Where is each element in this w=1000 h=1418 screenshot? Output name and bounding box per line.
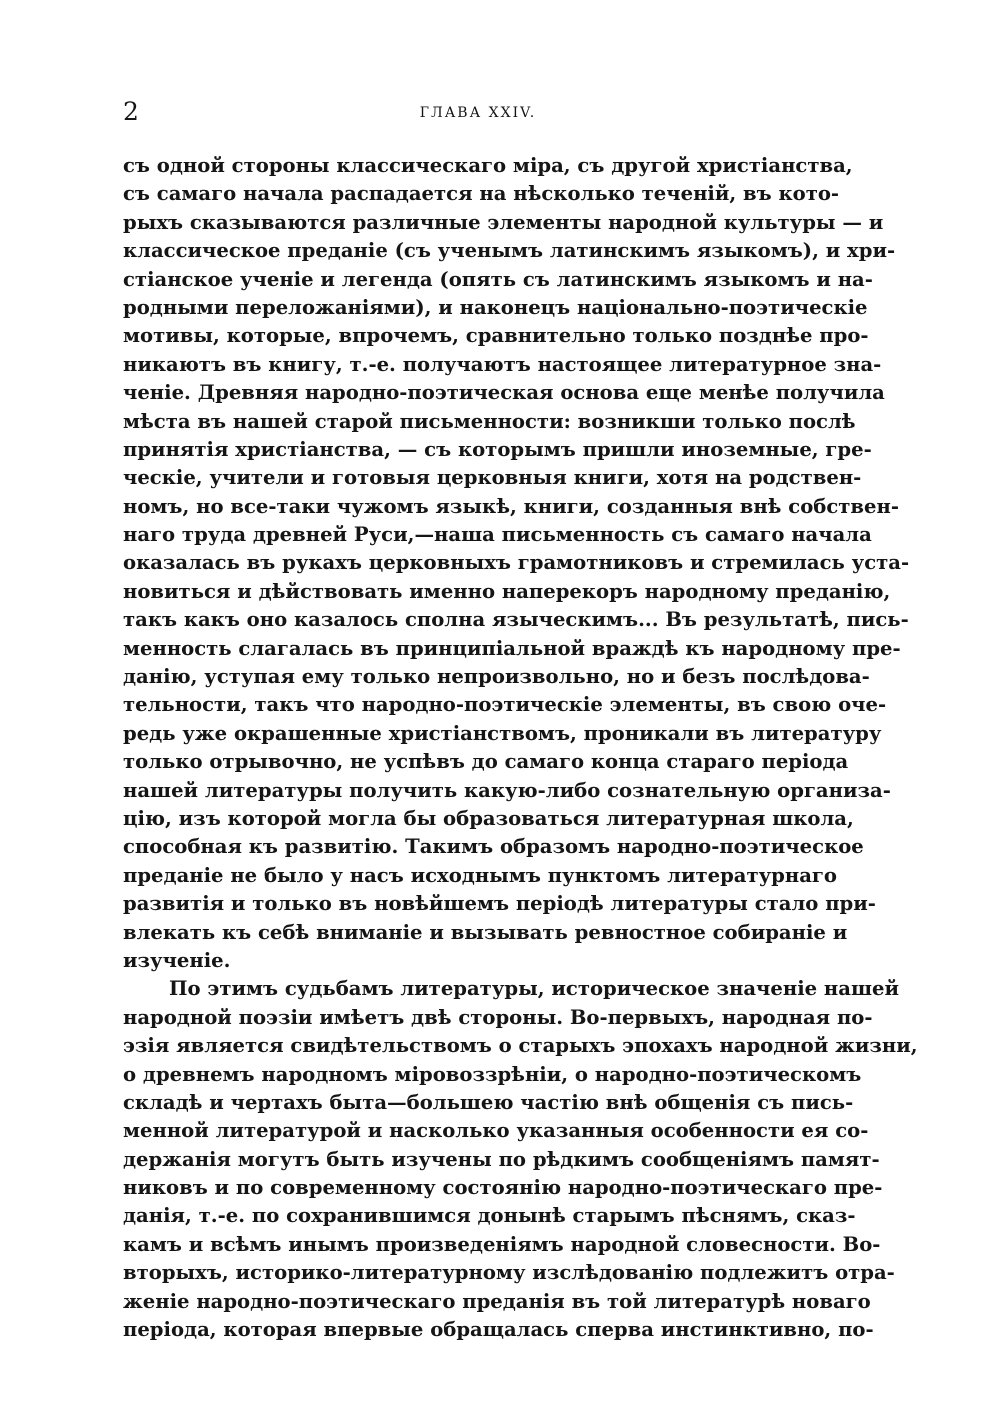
text-line: тельности, такъ что народно-поэтическіе элементы, въ свою оче- (123, 693, 887, 717)
text-line: номъ, но все-таки чужомъ языкѣ, книги, созданныя внѣ собствен- (123, 494, 899, 518)
text-line: рыхъ сказываются различные элементы народной культуры — и (123, 210, 884, 234)
page-number: 2 (123, 97, 139, 126)
body-text (123, 152, 918, 1344)
text-line: мотивы, которые, впрочемъ, сравнительно только позднѣе про- (123, 324, 869, 348)
text-line: редь уже окрашенные христіанствомъ, проникали въ литературу (123, 721, 882, 745)
text-line: стіанское ученіе и легенда (опять съ латинскимъ языкомъ и на- (123, 267, 873, 291)
paragraph (123, 152, 910, 975)
text-line: вторыхъ, историко-литературному изслѣдованію подлежитъ отра- (123, 1261, 895, 1285)
paragraph (123, 975, 918, 1344)
text-line: мѣста въ нашей старой письменности: возникши только послѣ (123, 409, 856, 433)
text-line: способная къ развитію. Такимъ образомъ народно-поэтическое (123, 835, 864, 859)
text-line: женіе народно-поэтическаго преданія въ той литературѣ новаго (123, 1289, 871, 1313)
text-line: классическое преданіе (съ ученымъ латинскимъ языкомъ), и хри- (123, 239, 896, 263)
text-line: эзія является свидѣтельствомъ о старыхъ эпохахъ народной жизни, (123, 1034, 918, 1058)
text-line: изученіе. (123, 948, 231, 972)
text-line: нашей литературы получить какую-либо сознательную организа- (123, 778, 891, 802)
text-line: только отрывочно, не успѣвъ до самаго конца стараго періода (123, 750, 849, 774)
text-line: принятія христіанства, — съ которымъ пришли иноземные, гре- (123, 437, 872, 461)
text-line: наго труда древней Руси,—наша письменность съ самаго начала (123, 523, 872, 547)
running-head (123, 98, 833, 128)
text-line: съ самаго начала распадается на нѣсколько теченій, въ кото- (123, 182, 840, 206)
text-line: новиться и дѣйствовать именно наперекоръ народному преданію, (123, 579, 891, 603)
text-line: періода, которая впервые обращалась сперва инстинктивно, по- (123, 1318, 874, 1342)
text-line: камъ и всѣмъ инымъ произведеніямъ народной словесности. Во- (123, 1232, 881, 1256)
text-line: о древнемъ народномъ міровоззрѣніи, о народно-поэтическомъ (123, 1062, 862, 1086)
text-line: такъ какъ оно казалось сполна языческимъ... Въ результатѣ, пись- (123, 608, 909, 632)
text-line: преданіе не было у насъ исходнымъ пунктомъ литературнаго (123, 863, 837, 887)
text-line: данію, уступая ему только непроизвольно, но и безъ послѣдова- (123, 665, 870, 689)
text-line: держанія могутъ быть изучены по рѣдкимъ сообщеніямъ памят- (123, 1147, 880, 1171)
text-line: По этимъ судьбамъ литературы, историческое значеніе нашей (169, 977, 900, 1001)
text-line: родными переложаніями), и наконецъ національно-поэтическіе (123, 295, 868, 319)
text-line: складѣ и чертахъ быта—большею частію внѣ общенія съ пись- (123, 1090, 854, 1114)
text-line: оказалась въ рукахъ церковныхъ грамотниковъ и стремилась уста- (123, 551, 910, 575)
text-line: народной поэзіи имѣетъ двѣ стороны. Во-первыхъ, народная по- (123, 1005, 873, 1029)
chapter-title: ГЛАВА XXIV. (419, 105, 537, 121)
text-line: ческіе, учители и готовыя церковныя книги, хотя на родствен- (123, 466, 862, 490)
text-line: менной литературой и насколько указанныя особенности ея со- (123, 1119, 869, 1143)
text-line: развитія и только въ новѣйшемъ періодѣ литературы стало при- (123, 892, 876, 916)
text-line: менность слагалась въ принципіальной враждѣ къ народному пре- (123, 636, 901, 660)
text-line: влекать къ себѣ вниманіе и вызывать ревностное собираніе и (123, 920, 848, 944)
text-line: цію, изъ которой могла бы образоваться литературная школа, (123, 806, 854, 830)
text-line: ченіе. Древняя народно-поэтическая основа еще менѣе получила (123, 381, 885, 405)
text-line: никаютъ въ книгу, т.-е. получаютъ настоящее литературное зна- (123, 352, 882, 376)
text-line: никовъ и по современному состоянію народно-поэтическаго пре- (123, 1176, 883, 1200)
text-line: данія, т.-е. по сохранившимся донынѣ старымъ пѣснямъ, сказ- (123, 1204, 856, 1228)
text-line: съ одной стороны классическаго міра, съ другой христіанства, (123, 154, 853, 177)
